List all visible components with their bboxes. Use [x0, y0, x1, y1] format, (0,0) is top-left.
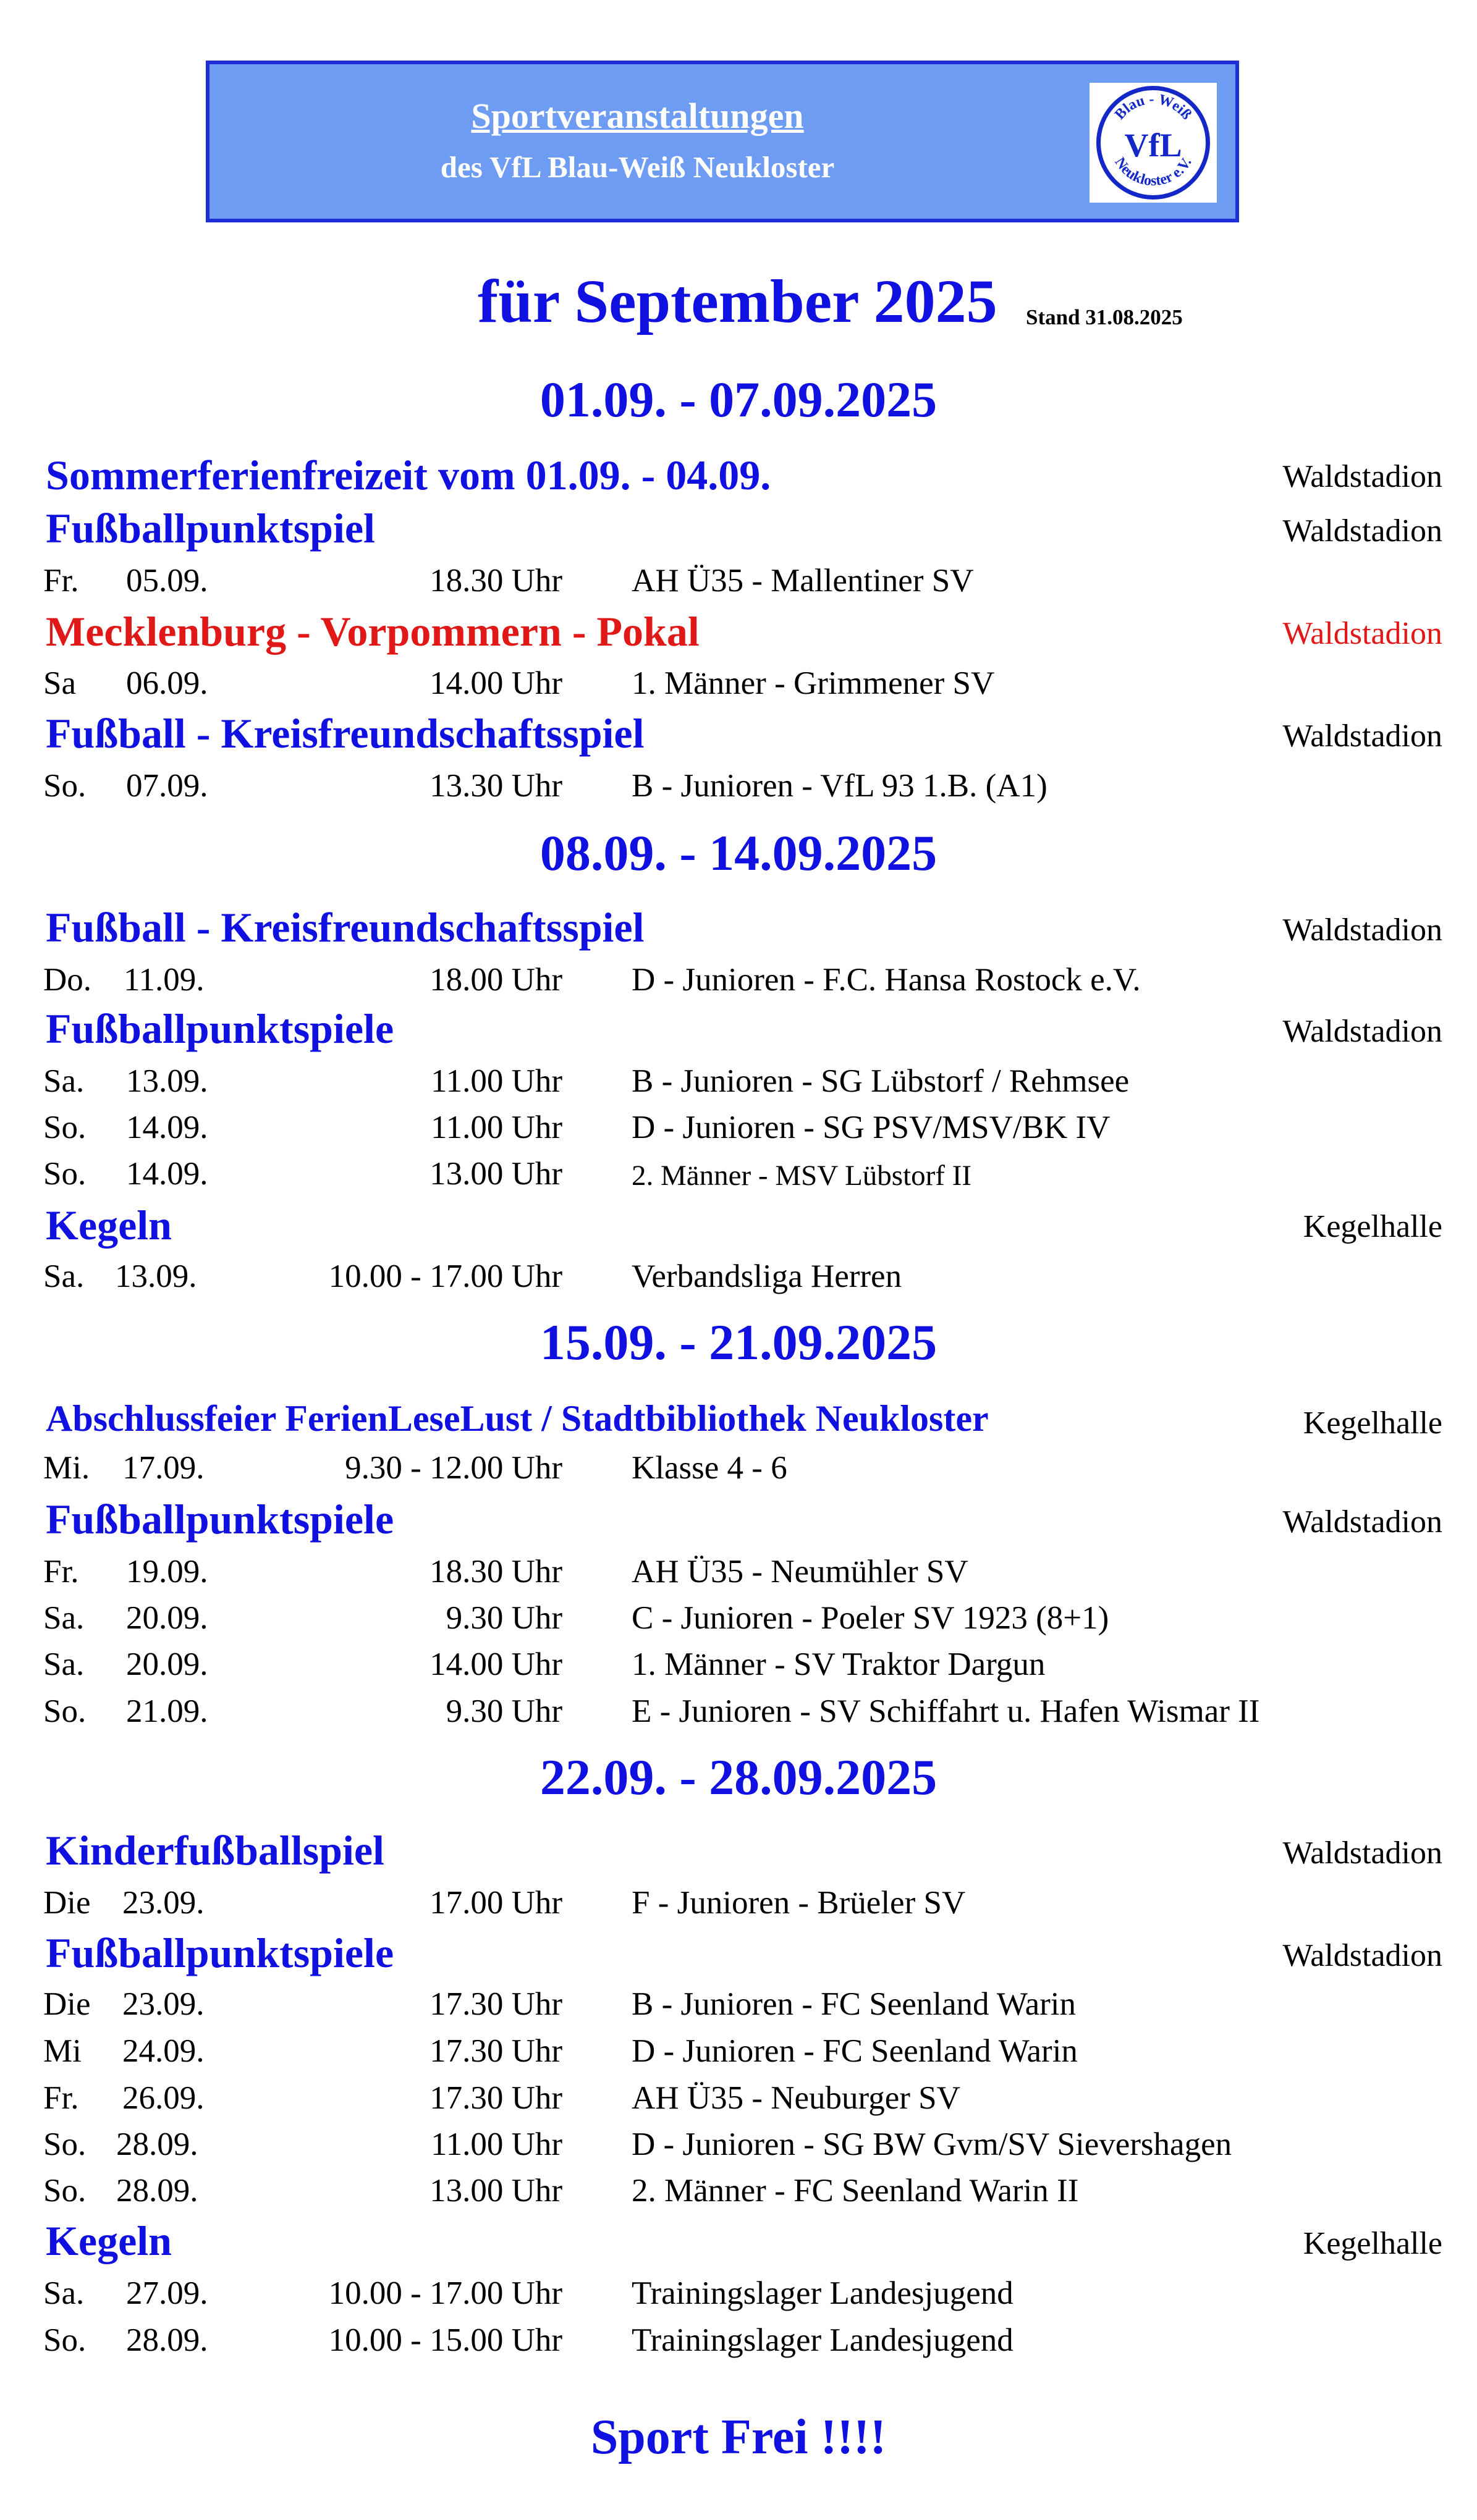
category-title: Abschlussfeier FerienLeseLust / Stadtbibliothek Neukloster: [46, 1398, 989, 1439]
event-row: [0, 1646, 1477, 1687]
event-time: 13.00 Uhr: [430, 2173, 562, 2209]
event-desc: D - Junioren - FC Seenland Warin: [632, 2033, 1078, 2069]
category-title: Mecklenburg - Vorpommern - Pokal: [46, 608, 700, 655]
venue: Waldstadion: [1282, 1835, 1442, 1871]
event-day: Sa: [43, 665, 76, 701]
event-desc: 1. Männer - Grimmener SV: [632, 665, 995, 701]
event-date: 23.09.: [122, 1885, 205, 1921]
venue: Waldstadion: [1282, 1938, 1442, 1973]
event-day: So.: [43, 2126, 87, 2162]
event-day: Sa.: [43, 1600, 85, 1636]
venue: Waldstadion: [1282, 616, 1442, 651]
event-time: 9.30 Uhr: [446, 1693, 562, 1729]
category-title: Fußballpunktspiele: [46, 1496, 394, 1543]
event-date: 13.09.: [115, 1258, 197, 1294]
venue: Waldstadion: [1282, 513, 1442, 549]
event-desc: D - Junioren - SG PSV/MSV/BK IV: [632, 1110, 1111, 1145]
category-title: Fußballpunktspiele: [46, 1005, 394, 1052]
event-day: Sa.: [43, 1063, 85, 1099]
category-title: Fußball - Kreisfreundschaftsspiel: [46, 904, 645, 951]
event-time: 13.30 Uhr: [430, 768, 562, 804]
event-time: 9.30 - 12.00 Uhr: [345, 1450, 562, 1486]
event-row: [0, 2322, 1477, 2362]
event-row: [0, 1693, 1477, 1734]
event-row: [0, 665, 1477, 706]
event-time: 18.30 Uhr: [430, 563, 562, 599]
event-time: 13.00 Uhr: [430, 1156, 562, 1192]
event-desc: B - Junioren - VfL 93 1.B. (A1): [632, 768, 1047, 804]
event-day: So.: [43, 1156, 87, 1192]
event-row: [0, 2033, 1477, 2073]
event-time: 17.30 Uhr: [430, 2080, 562, 2116]
event-time: 17.30 Uhr: [430, 2033, 562, 2069]
club-logo: [1090, 83, 1217, 203]
event-date: 21.09.: [126, 1693, 208, 1729]
event-row: [0, 767, 1477, 808]
event-date: 24.09.: [122, 2033, 205, 2069]
logo-center-text: VfL: [1124, 127, 1182, 164]
event-desc: D - Junioren - SG BW Gvm/SV Sievershagen: [632, 2126, 1232, 2162]
event-row: [0, 961, 1477, 1002]
venue: Waldstadion: [1282, 718, 1442, 754]
event-time: 17.30 Uhr: [430, 1986, 562, 2022]
svg-text:Blau - Weiß: [1112, 91, 1195, 123]
category-title: Kinderfußballspiel: [46, 1827, 384, 1874]
event-desc: AH Ü35 - Mallentiner SV: [632, 563, 974, 599]
category-title: Fußballpunktspiel: [46, 505, 375, 552]
event-desc: AH Ü35 - Neuburger SV: [632, 2080, 960, 2116]
logo-emblem: [1096, 86, 1210, 200]
event-time: 11.00 Uhr: [431, 1110, 562, 1145]
event-day: So.: [43, 2322, 87, 2358]
event-desc: B - Junioren - FC Seenland Warin: [632, 1986, 1076, 2022]
event-desc: Verbandsliga Herren: [632, 1258, 902, 1294]
logo-ring-bottom: Neukloster e.V.: [1111, 154, 1195, 190]
event-date: 23.09.: [122, 1986, 205, 2022]
venue: Kegelhalle: [1303, 1405, 1442, 1441]
event-day: Do.: [43, 962, 92, 998]
header-box: [206, 61, 1239, 222]
event-day: Fr.: [43, 2080, 79, 2116]
week-heading: 15.09. - 21.09.2025: [540, 1314, 937, 1370]
event-time: 11.00 Uhr: [431, 1063, 562, 1099]
stand-date: Stand 31.08.2025: [1026, 305, 1183, 329]
logo-ring-top: Blau - Weiß: [1112, 91, 1195, 123]
event-date: 20.09.: [126, 1646, 208, 1682]
venue: Kegelhalle: [1303, 2226, 1442, 2261]
category-title: Fußball - Kreisfreundschaftsspiel: [46, 710, 645, 757]
event-row: [0, 1109, 1477, 1150]
event-row: [0, 1258, 1477, 1299]
event-row: [0, 1553, 1477, 1594]
event-day: So.: [43, 2173, 87, 2209]
event-time: 10.00 - 15.00 Uhr: [328, 2322, 562, 2358]
event-date: 26.09.: [122, 2080, 205, 2116]
category-title: Fußballpunktspiele: [46, 1929, 394, 1976]
event-desc: E - Junioren - SV Schiffahrt u. Hafen Wismar II: [632, 1693, 1260, 1729]
event-day: Die: [43, 1986, 91, 2022]
event-date: 13.09.: [126, 1063, 208, 1099]
event-desc: 1. Männer - SV Traktor Dargun: [632, 1646, 1046, 1682]
event-day: Sa.: [43, 2275, 85, 2311]
event-row: [0, 1599, 1477, 1640]
event-row: [0, 562, 1477, 603]
event-desc: D - Junioren - F.C. Hansa Rostock e.V.: [632, 962, 1141, 998]
event-date: 06.09.: [126, 665, 208, 701]
event-day: So.: [43, 1693, 87, 1729]
event-date: 28.09.: [126, 2322, 208, 2358]
event-day: So.: [43, 768, 87, 804]
week-heading: 01.09. - 07.09.2025: [540, 371, 937, 428]
event-time: 14.00 Uhr: [430, 1646, 562, 1682]
event-date: 14.09.: [126, 1110, 208, 1145]
event-date: 14.09.: [126, 1156, 208, 1192]
header-subtitle: des VfL Blau-Weiß Neukloster: [440, 150, 835, 184]
event-row: [0, 1063, 1477, 1103]
venue: Waldstadion: [1282, 459, 1442, 494]
event-date: 11.09.: [124, 962, 205, 998]
event-date: 20.09.: [126, 1600, 208, 1636]
week-heading: 08.09. - 14.09.2025: [540, 825, 937, 881]
event-row: [0, 2275, 1477, 2316]
venue: Waldstadion: [1282, 912, 1442, 948]
week-heading: 22.09. - 28.09.2025: [540, 1749, 937, 1805]
event-desc: C - Junioren - Poeler SV 1923 (8+1): [632, 1600, 1109, 1636]
footer-slogan: Sport Frei !!!!: [590, 2410, 887, 2464]
event-time: 10.00 - 17.00 Uhr: [328, 1258, 562, 1294]
event-day: Mi.: [43, 1450, 90, 1486]
event-date: 07.09.: [126, 768, 208, 804]
event-row: [0, 1155, 1477, 1196]
event-day: Fr.: [43, 1554, 79, 1590]
event-date: 27.09.: [126, 2275, 208, 2311]
event-desc: B - Junioren - SG Lübstorf / Rehmsee: [632, 1063, 1130, 1099]
event-row: [0, 1884, 1477, 1925]
event-day: So.: [43, 1110, 87, 1145]
event-time: 10.00 - 17.00 Uhr: [328, 2275, 562, 2311]
event-row: [0, 2172, 1477, 2213]
category-title: Sommerferienfreizeit vom 01.09. - 04.09.: [46, 452, 771, 499]
event-row: [0, 2126, 1477, 2167]
event-desc: F - Junioren - Brüeler SV: [632, 1885, 966, 1921]
event-time: 18.30 Uhr: [430, 1554, 562, 1590]
event-day: Sa.: [43, 1646, 85, 1682]
header-title: Sportveranstaltungen: [471, 96, 804, 136]
event-time: 11.00 Uhr: [431, 2126, 562, 2162]
venue: Kegelhalle: [1303, 1209, 1442, 1244]
event-day: Sa.: [43, 1258, 85, 1294]
event-date: 17.09.: [122, 1450, 205, 1486]
category-title: Kegeln: [46, 1202, 172, 1249]
venue: Waldstadion: [1282, 1014, 1442, 1049]
event-time: 9.30 Uhr: [446, 1600, 562, 1636]
event-desc: AH Ü35 - Neumühler SV: [632, 1554, 968, 1590]
event-desc: Klasse 4 - 6: [632, 1450, 787, 1486]
event-desc: 2. Männer - MSV Lübstorf II: [632, 1160, 972, 1192]
event-row: [0, 1449, 1477, 1490]
event-desc: Trainingslager Landesjugend: [632, 2322, 1014, 2358]
event-day: Mi: [43, 2033, 82, 2069]
event-date: 28.09.: [116, 2173, 198, 2209]
event-date: 28.09.: [116, 2126, 198, 2162]
event-date: 05.09.: [126, 563, 208, 599]
event-row: [0, 1986, 1477, 2026]
event-time: 14.00 Uhr: [430, 665, 562, 701]
category-title: Kegeln: [46, 2217, 172, 2264]
event-row: [0, 2080, 1477, 2120]
event-date: 19.09.: [126, 1554, 208, 1590]
event-time: 18.00 Uhr: [430, 962, 562, 998]
venue: Waldstadion: [1282, 1504, 1442, 1540]
month-title: für September 2025: [478, 267, 997, 335]
event-day: Die: [43, 1885, 91, 1921]
event-desc: 2. Männer - FC Seenland Warin II: [632, 2173, 1079, 2209]
event-day: Fr.: [43, 563, 79, 599]
event-time: 17.00 Uhr: [430, 1885, 562, 1921]
event-desc: Trainingslager Landesjugend: [632, 2275, 1014, 2311]
